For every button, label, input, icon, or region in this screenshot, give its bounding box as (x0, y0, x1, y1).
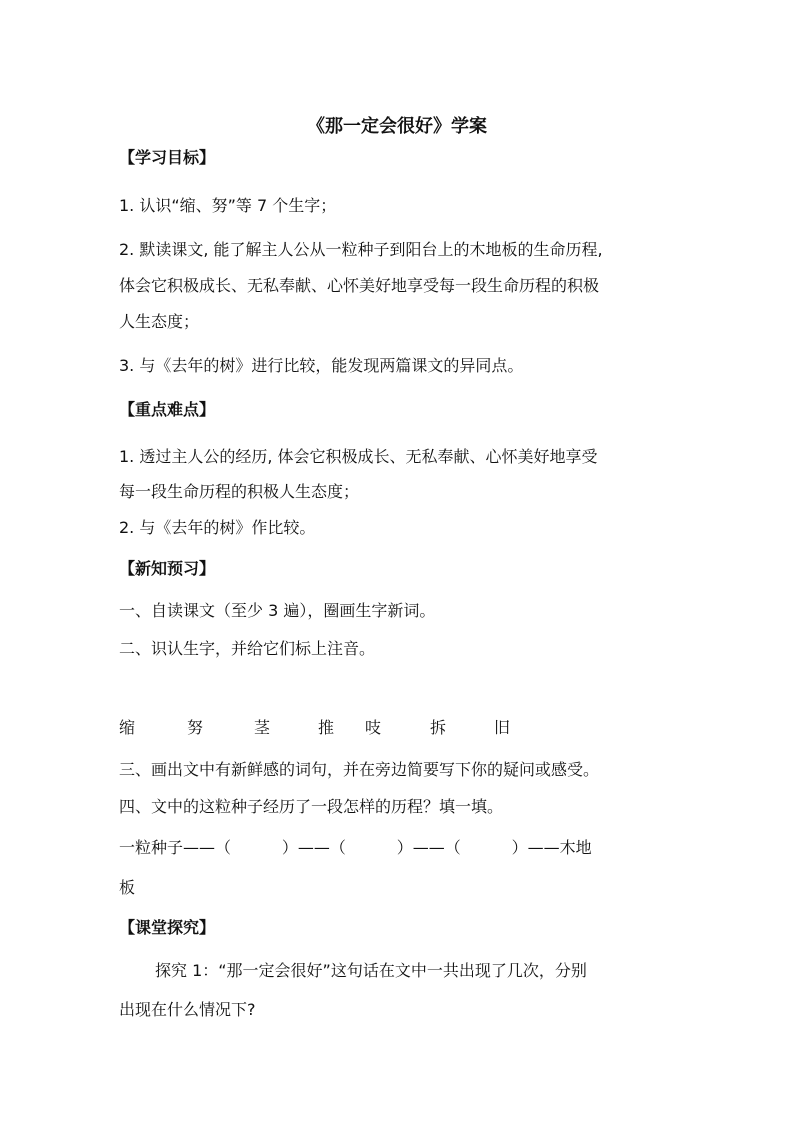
preview-item: 一、自读课文（至少 3 遍），圈画生字新词。 (119, 601, 436, 620)
keypoint-item: 2. 与《去年的树》作比较。 (119, 518, 316, 537)
new-character: 努 (187, 718, 204, 737)
new-character: 拆 (430, 718, 447, 737)
preview-item: 四、文中的这粒种子经历了一段怎样的历程？填一填。 (119, 797, 504, 816)
fill-in-sequence: 一粒种子——（ ）——（ ）——（ ）——木地 (119, 838, 592, 857)
new-character: 推 (318, 718, 335, 737)
new-character: 缩 (119, 718, 136, 737)
preview-item: 三、画出文中有新鲜感的词句，并在旁边简要写下你的疑问或感受。 (119, 760, 600, 779)
goal-item: 人生态度； (119, 312, 200, 331)
goal-item: 3. 与《去年的树》进行比较，能发现两篇课文的异同点。 (119, 356, 524, 375)
explore-item: 探究 1：“那一定会很好”这句话在文中一共出现了几次，分别 (155, 961, 587, 980)
section-heading-preview: 【新知预习】 (119, 559, 216, 578)
keypoint-item: 每一段生命历程的积极人生态度； (119, 482, 360, 501)
preview-item: 二、识认生字，并给它们标上注音。 (119, 639, 376, 658)
keypoint-item: 1. 透过主人公的经历, 体会它积极成长、无私奉献、心怀美好地享受 (119, 447, 598, 466)
new-character: 茎 (254, 718, 271, 737)
fill-in-sequence-end: 板 (119, 878, 136, 897)
goal-item: 1. 认识“缩、努”等 7 个生字； (119, 196, 337, 215)
section-heading-explore: 【课堂探究】 (119, 918, 216, 937)
new-character: 旧 (494, 718, 511, 737)
goal-item: 体会它积极成长、无私奉献、心怀美好地享受每一段生命历程的积极 (119, 276, 600, 295)
explore-item: 出现在什么情况下? (119, 1000, 256, 1019)
section-heading-goals: 【学习目标】 (119, 148, 216, 167)
section-heading-keypoints: 【重点难点】 (119, 400, 216, 419)
goal-item: 2. 默读课文, 能了解主人公从一粒种子到阳台上的木地板的生命历程, (119, 240, 603, 259)
page-title: 《那一定会很好》学案 (307, 116, 487, 137)
new-character: 吱 (365, 718, 382, 737)
